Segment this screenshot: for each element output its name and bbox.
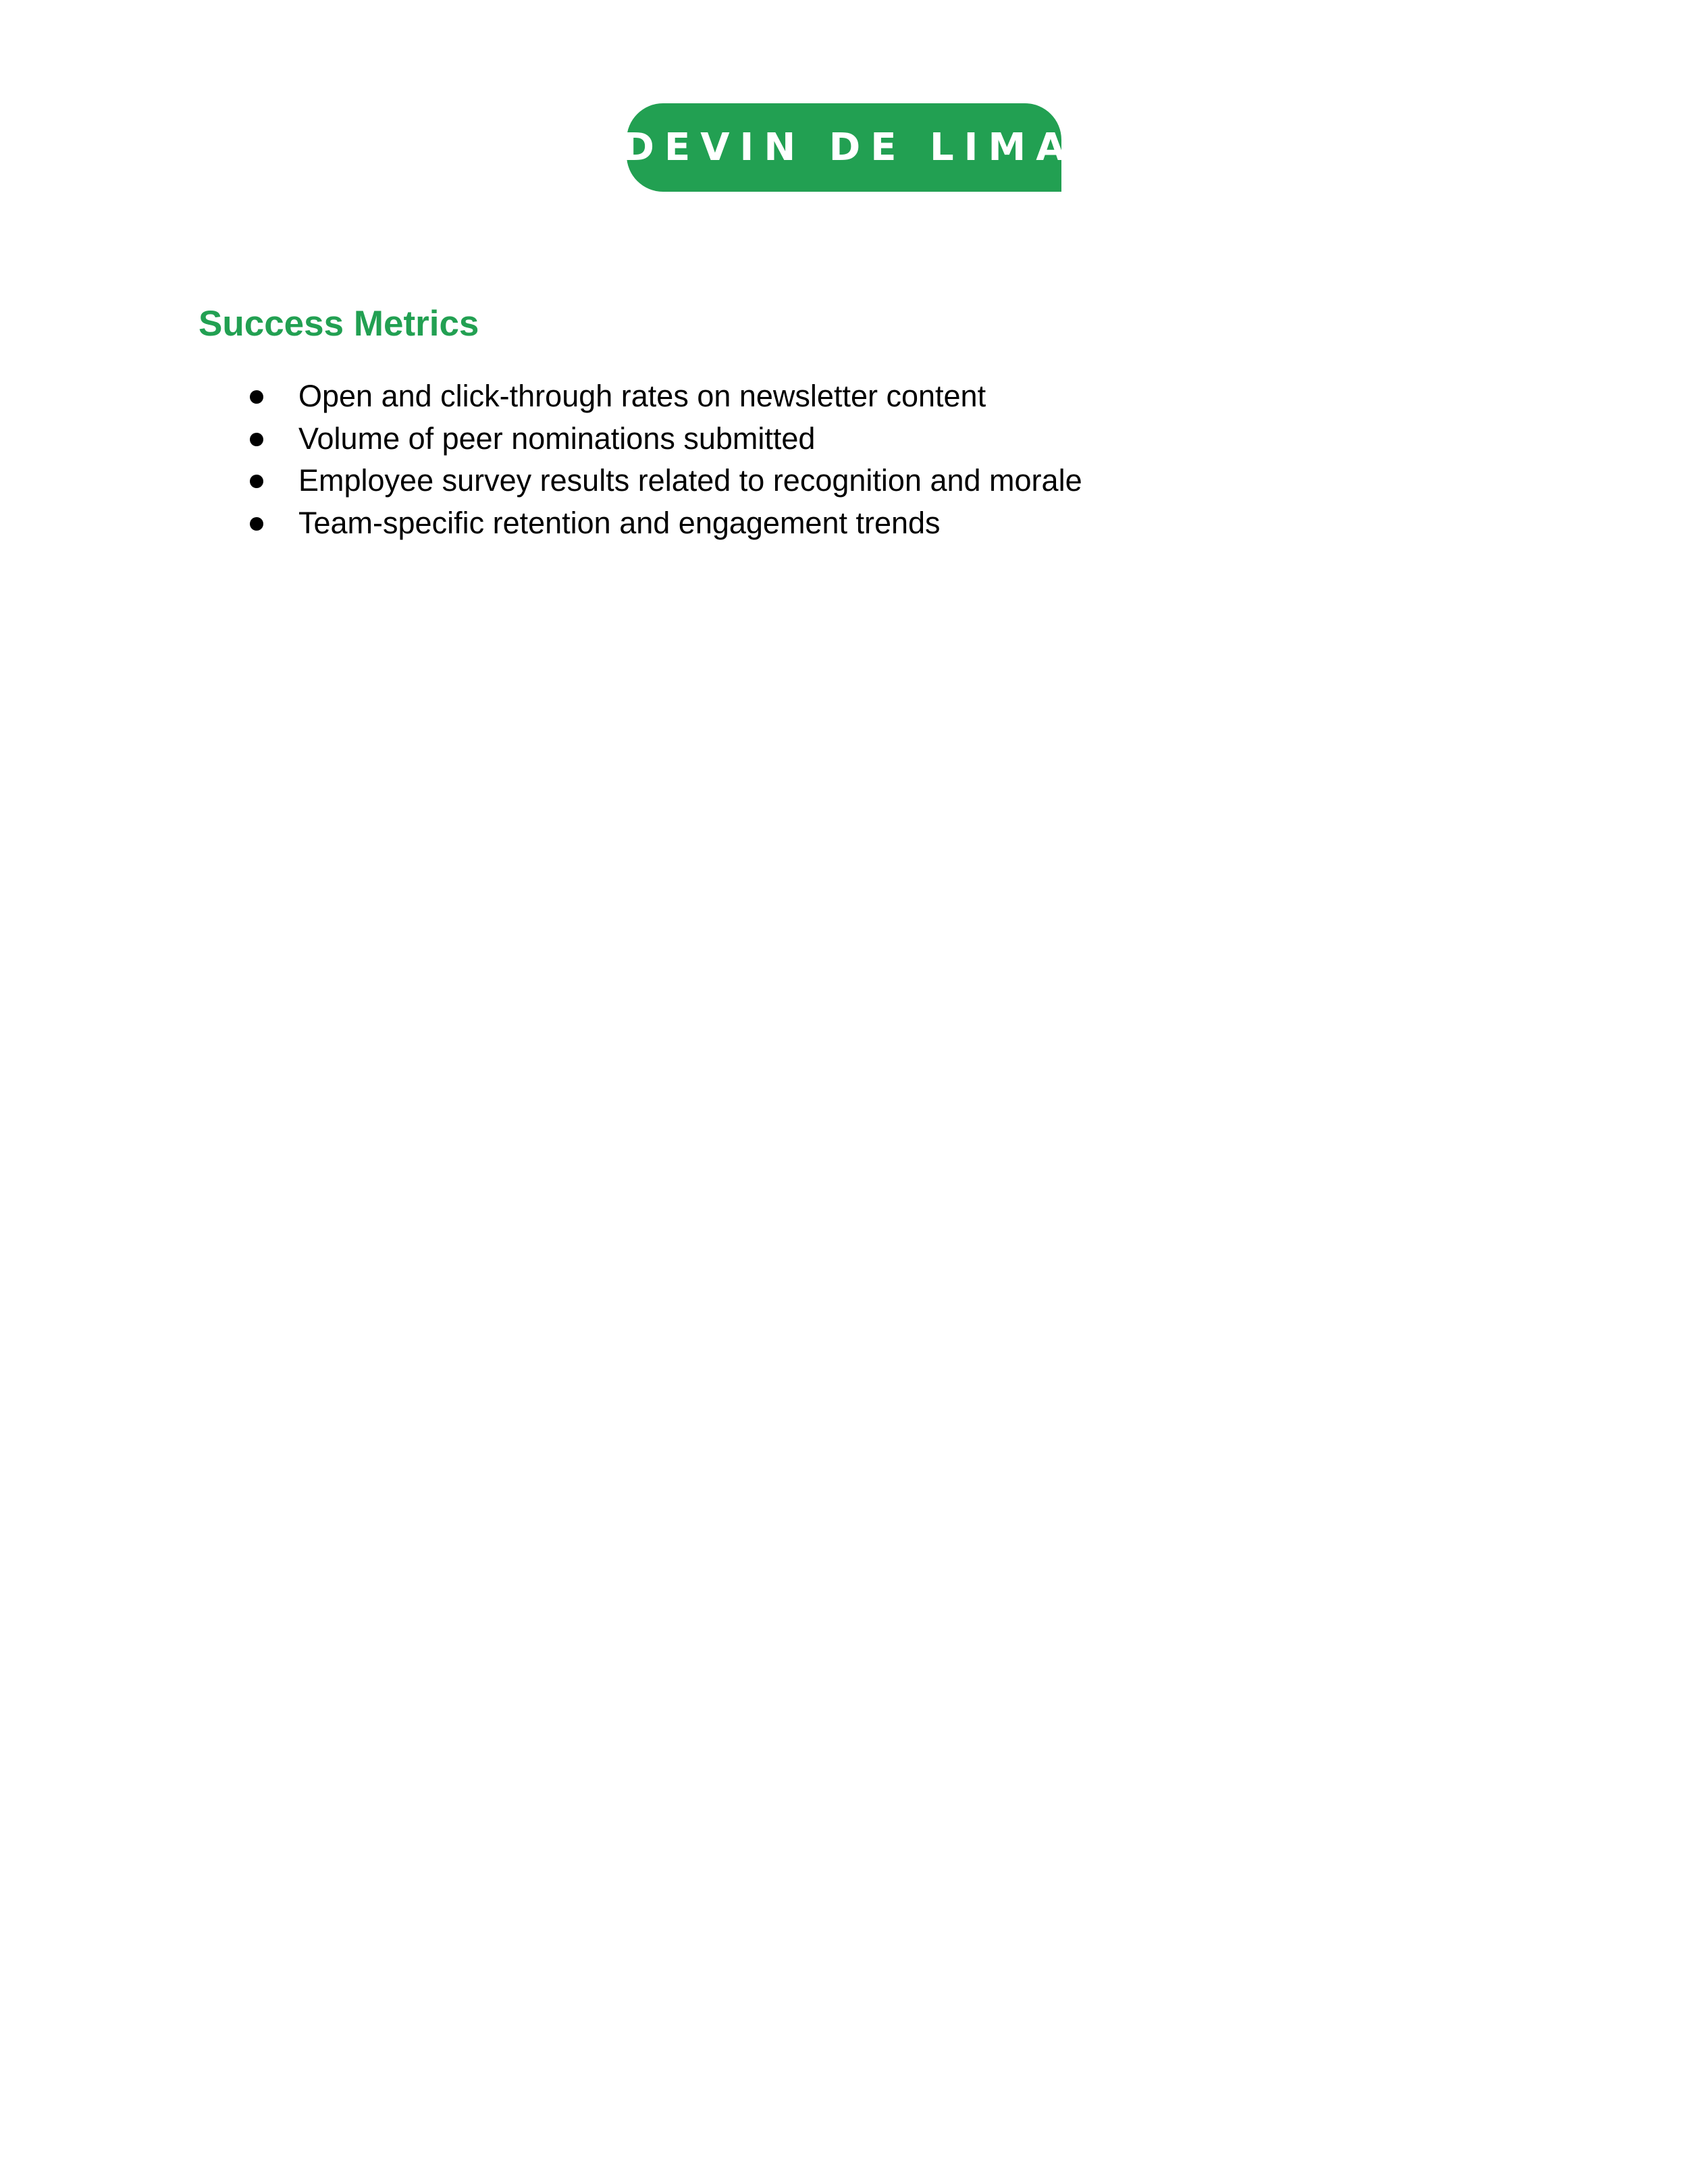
bullet-dot-icon [250,517,263,531]
name-banner [623,103,1076,192]
bullet-dot-icon [250,433,263,446]
bullet-dot-icon [250,475,263,488]
list-item-text: Open and click-through rates on newsletter content [298,379,986,413]
list-item-text: Employee survey results related to recognition and morale [298,463,1082,498]
list-item-text: Volume of peer nominations submitted [298,421,816,456]
metrics-list [199,375,1549,544]
list-item [199,502,1549,545]
list-item-text: Team-specific retention and engagement trends [298,505,941,540]
list-item [199,460,1549,502]
author-name: DEVIN DE LIMA [623,126,1076,169]
list-item [199,418,1549,460]
list-item [199,375,1549,418]
section-heading: Success Metrics [199,304,479,344]
bullet-dot-icon [250,390,263,404]
success-metrics-section [199,297,1549,544]
